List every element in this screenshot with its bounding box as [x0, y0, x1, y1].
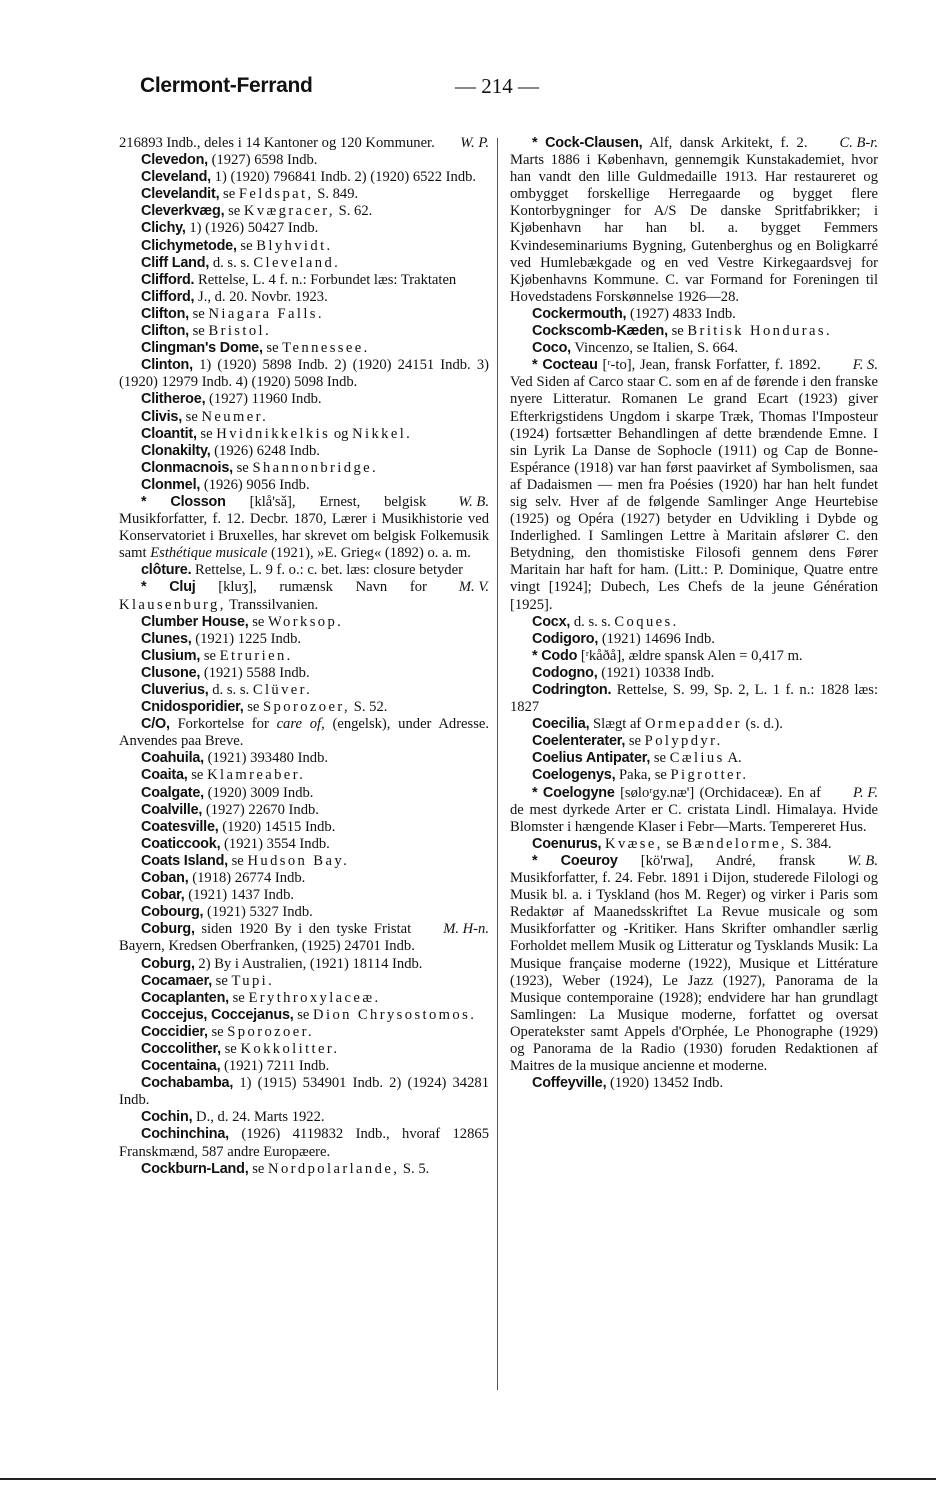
- entry-text: 216893 Indb., deles i 14 Kantoner og 120 Kommuner.: [119, 135, 435, 151]
- dictionary-entry: [119, 1126, 489, 1160]
- entry-text: (1926) 6248 Indb.: [214, 442, 320, 459]
- entry-reference: Cleveland.: [253, 254, 341, 271]
- dictionary-entry: [510, 767, 878, 784]
- entry-text: se: [224, 1040, 237, 1057]
- entry-reference: Clüver.: [252, 682, 313, 698]
- entry-headword: Coatesville,: [141, 818, 219, 835]
- entry-headword: Clifton,: [141, 305, 189, 322]
- dictionary-entry: [510, 716, 878, 733]
- dictionary-entry: [510, 1075, 878, 1092]
- entry-headword: Cobar,: [141, 887, 185, 904]
- dictionary-entry: [119, 699, 489, 716]
- entry-text: se: [192, 323, 205, 340]
- entry-text: se: [240, 237, 253, 254]
- entry-headword: Cocx,: [532, 613, 571, 630]
- entry-headword: * Cocteau: [532, 357, 598, 374]
- dictionary-entry: [119, 802, 489, 819]
- entry-headword: Clonakilty,: [141, 442, 211, 459]
- entry-headword: Coats Island,: [141, 852, 228, 869]
- dictionary-entry: [119, 990, 489, 1007]
- left-column: [119, 135, 489, 1178]
- dictionary-entry: [119, 238, 489, 255]
- entry-reference: Klausenburg,: [119, 596, 226, 613]
- entry-headword: C/O,: [141, 716, 170, 733]
- entry-reference: Erythroxylaceæ.: [248, 989, 381, 1006]
- entry-headword: Cliff Land,: [141, 254, 210, 271]
- entry-text: Vincenzo, se Italien, S. 664.: [574, 340, 739, 357]
- entry-headword: Cleverkvæg,: [141, 203, 225, 220]
- dictionary-entry: [510, 648, 878, 665]
- entry-text: se: [247, 699, 260, 716]
- entry-signature: P. F.: [852, 784, 878, 801]
- entry-text: (1927) 6598 Indb.: [211, 152, 318, 169]
- dictionary-entry: [510, 323, 878, 340]
- entry-text: (1920) 3009 Indb.: [207, 784, 314, 801]
- dictionary-entry: [119, 357, 489, 391]
- entry-reference: Coques.: [614, 613, 679, 630]
- entry-text: se: [628, 733, 642, 750]
- entry-text: se: [232, 989, 245, 1006]
- entry-text: d. s. s.: [573, 613, 611, 630]
- entry-headword: Cleveland,: [141, 169, 211, 186]
- dictionary-entry: [119, 665, 489, 682]
- entry-headword: Cobourg,: [141, 904, 204, 921]
- entry-headword: Coelius Antipater,: [532, 750, 651, 767]
- entry-text: (1926) 4119832 Indb., hvoraf 12865 Franskmænd, 587 andre Europæere.: [119, 1126, 489, 1160]
- dictionary-entry: [510, 135, 878, 306]
- dictionary-entry: [119, 272, 489, 289]
- entry-text: 1) (1915) 534901 Indb. 2) (1924) 34281 Indb.: [119, 1075, 489, 1109]
- entry-headword: Clingman's Dome,: [141, 340, 263, 357]
- dictionary-entry: [119, 921, 489, 955]
- dictionary-entry: [510, 614, 878, 631]
- entry-reference: Bændelorme,: [682, 835, 787, 852]
- entry-title: Esthétique musicale: [150, 545, 268, 562]
- entry-headword: Coban,: [141, 870, 189, 887]
- dictionary-entry: [119, 203, 489, 220]
- dictionary-entry: [119, 853, 489, 870]
- entry-headword: Codogno,: [532, 664, 598, 681]
- entry-reference: Tupi.: [231, 972, 275, 989]
- dictionary-entry: [119, 648, 489, 665]
- entry-text: 2) By i Australien, (1921) 18114 Indb.: [198, 955, 423, 972]
- entry-headword: Cocamaer,: [141, 972, 212, 989]
- dictionary-entry: [119, 477, 489, 494]
- page-header: [140, 74, 830, 108]
- dictionary-entry: [119, 956, 489, 973]
- entry-text: (1921) 393480 Indb.: [207, 750, 329, 767]
- entry-text: (1921) 5327 Indb.: [207, 904, 313, 921]
- entry-headword: Cluverius,: [141, 682, 209, 698]
- entry-reference: Kokkolitter.: [240, 1040, 340, 1057]
- right-column: [510, 135, 878, 1092]
- entry-signature: W. B.: [458, 493, 489, 510]
- dictionary-entry: [119, 306, 489, 323]
- entry-text: se: [191, 767, 204, 784]
- entry-text: (engelsk), under Adresse. Anvendes paa Breve.: [119, 716, 490, 750]
- entry-signature: M. H-n.: [443, 921, 489, 938]
- entry-text: Alf, dansk Arkitekt, f. 2. Marts 1886 i København, gennemgik Kunstakademiet, hvor han vandt den lille Guldmedaille 1913. Har restaureret og ombygget forskellige Herregaarde og bygget flere Kontorbygninger for A/S De danske Spritfabrikker; i Kjøbenhavn har han bl. a. bygget Femmers Kvindeseminariums Bygning, Gutenberghus og en Boligkarré ved Humlebækgade og en ved Vestre Kirkegaardsvej for Kjøbenhavns Kommune. C. var Formand for Foreningen til Hovedstadens Forskønnelse 1926—28.: [510, 135, 878, 305]
- entry-text: [søloʳgy.næ'] (Orchidaceæ). En af de mest dyrkede Arter er C. cristata Lindl. Himalaya. Hvide Blomster i hængende Klaser i Febr—Marts. Tempereret Hus.: [510, 784, 878, 835]
- entry-text: se: [653, 750, 667, 767]
- entry-text: [klå'sǎ], Ernest, belgisk Musikforfatter, f. 12. Decbr. 1870, Lærer i Musikhistorie ved Konservatoriet i Bruxelles, har skrevet om belgisk Folkemusik samt: [119, 493, 489, 562]
- entry-headword: * Cock-Clausen,: [532, 135, 643, 151]
- entry-reference: Polypdyr.: [644, 733, 723, 750]
- entry-text: se: [192, 305, 205, 322]
- entry-signature: C. B-r.: [839, 135, 878, 151]
- entry-reference: Ormepadder: [644, 716, 742, 733]
- entry-text: Slægt af: [593, 716, 642, 733]
- entry-text: (1921) 5588 Indb.: [203, 664, 310, 681]
- entry-text: se: [297, 1006, 310, 1023]
- dictionary-entry: [119, 426, 489, 443]
- entry-text: se: [231, 852, 244, 869]
- dictionary-entry: [510, 682, 878, 716]
- entry-headword: Cnidosporidier,: [141, 699, 244, 716]
- entry-text: (1921) 10338 Indb.: [601, 664, 715, 681]
- entry-reference: Britisk Honduras.: [687, 323, 832, 340]
- entry-headword: Coaita,: [141, 767, 188, 784]
- entry-text: [ʳ-to], Jean, fransk Forfatter, f. 1892. Ved Siden af Carco staar C. som en af de førende i den franske nyere Litteratur. Romanen Le grand Ecart (1923) giver Efterkrigstidens Ungdom i skarpe Træk, Thomas l'Imposteur (1924) fortsætter Behandlingen af dette brændende Emne. I sin Lyrik La Danse de Sophocle (1911) og Cap de Bonne-Espérance (1918) var han først paavirket af Symbolismen, saa af Dadaismen — men fra Poésies (1920) har han helt fundet sig selv. Hver af de følgende Samlinger Ange Heurtebise (1925) og Opéra (1927) betyder en Udvikling i Dybde og Inderlighed. I Samlingen Lettre à Maritain afslører C. den Betydning, den thomistiske Filosofi gennem dens Fører Maritain har haft for ham. (Litt.: P. Dominique, Quatre entre vingt [1924]; Dubech, Les Chefs de la jeune Génération [1925].: [510, 357, 878, 613]
- entry-text: (1921) 1225 Indb.: [195, 630, 302, 647]
- entry-text: S. 62.: [338, 203, 373, 220]
- entry-headword: Coalville,: [141, 801, 203, 818]
- entry-reference: Hudson Bay.: [247, 852, 350, 869]
- entry-headword: Clifford.: [141, 271, 195, 288]
- entry-reference: Sporozoer.: [227, 1023, 315, 1040]
- dictionary-entry: [510, 631, 878, 648]
- entry-headword: Coffeyville,: [532, 1075, 607, 1092]
- entry-reference: Nordpolarlande,: [268, 1160, 400, 1177]
- dictionary-entry: [119, 323, 489, 340]
- dictionary-entry: [119, 169, 489, 186]
- dictionary-entry: [119, 186, 489, 203]
- entry-headword: Clumber House,: [141, 613, 249, 630]
- dictionary-entry: [119, 1161, 489, 1178]
- dictionary-entry: [510, 665, 878, 682]
- entry-text: Rettelse, L. 4 f. n.: Forbundet læs: Traktaten: [198, 271, 457, 288]
- entry-text: [kö'rwa], André, fransk Musikforfatter, f. 24. Febr. 1891 i Dijon, studerede Filologi og Musik bl. a. i Tyskland (hos M. Reger) og virker i Paris som Redaktør af Maanedsskriftet La Revue musicale og som Musikforfatter og -Kritiker. Hans Skrifter omhandler særlig Forholdet mellem Musik og Litteratur og Tysklands Musik: La Musique française moderne (1922), Musique et Littérature (1923), Weber (1924), Le Jazz (1927), Panorama de la Musique contemporaine (1928); endvidere har han grundlagt Samlingen: La Musique moderne, forfattet og oversat Operatekster samt Appels d'Orphée, Le Phonographe (1929) og Panorama de la Radio (1930) foruden Redaktionen af Maitres de la musique ancienne et moderne.: [510, 852, 878, 1075]
- entry-reference: Dion Chrysostomos.: [313, 1006, 477, 1023]
- entry-headword: Coahuila,: [141, 750, 204, 767]
- entry-text: Forkortelse for: [177, 716, 269, 733]
- entry-text: d. s. s.: [212, 682, 250, 698]
- entry-headword: Clivis,: [141, 408, 182, 425]
- entry-headword: Coecilia,: [532, 716, 590, 733]
- entry-headword: Coelogenys,: [532, 767, 616, 784]
- entry-headword: Coaticcook,: [141, 835, 221, 852]
- entry-reference: Niagara Falls.: [208, 305, 324, 322]
- dictionary-entry: [119, 819, 489, 836]
- running-head: Clermont-Ferrand: [140, 74, 313, 97]
- entry-reference: Nikkel.: [352, 425, 413, 442]
- entry-text: (1920) 13452 Indb.: [610, 1075, 724, 1092]
- dictionary-entry: [510, 785, 878, 836]
- dictionary-entry: [119, 767, 489, 784]
- entry-text: S. 384.: [790, 835, 832, 852]
- entry-title: care of,: [276, 716, 325, 733]
- entry-headword: Cocentaina,: [141, 1058, 221, 1075]
- entry-reference: Cælius: [669, 750, 725, 767]
- entry-reference: Worksop.: [268, 613, 344, 630]
- entry-text: 1) (1926) 50427 Indb.: [189, 220, 319, 237]
- page-bottom-rule: [0, 1478, 936, 1480]
- entry-text: (1927) 4833 Indb.: [630, 305, 736, 322]
- dictionary-entry: [119, 750, 489, 767]
- dictionary-entry: [510, 836, 878, 853]
- entry-reference: Kvæse,: [605, 835, 663, 852]
- entry-text: (1918) 26774 Indb.: [192, 870, 306, 887]
- entry-headword: Cochin,: [141, 1109, 193, 1126]
- entry-headword: Clunes,: [141, 630, 192, 647]
- entry-signature: W. B.: [847, 852, 878, 869]
- page-number: — 214 —: [455, 74, 539, 98]
- entry-text: S. 849.: [317, 186, 359, 203]
- dictionary-entry: [119, 340, 489, 357]
- dictionary-entry: [119, 409, 489, 426]
- dictionary-entry: [119, 716, 489, 750]
- entry-headword: Clinton,: [141, 357, 193, 374]
- entry-signature: F. S.: [852, 357, 878, 374]
- dictionary-entry: [119, 682, 489, 699]
- entry-text: (1921) 3554 Indb.: [224, 835, 330, 852]
- entry-text: se: [211, 1023, 224, 1040]
- entry-headword: Clifton,: [141, 323, 189, 340]
- entry-headword: Cocaplanten,: [141, 989, 229, 1006]
- entry-text: se: [228, 203, 241, 220]
- dictionary-entry: [119, 460, 489, 477]
- entry-headword: Clusone,: [141, 664, 201, 681]
- dictionary-entry: [510, 306, 878, 323]
- entry-headword: Cockscomb-Kæden,: [532, 323, 668, 340]
- entry-signature: W. P.: [460, 135, 489, 151]
- entry-reference: Feldspat,: [238, 186, 314, 203]
- dictionary-entry: [119, 289, 489, 306]
- dictionary-entry: [119, 562, 489, 579]
- dictionary-entry: [119, 785, 489, 802]
- dictionary-entry: [119, 973, 489, 990]
- entry-text: Rettelse, S. 99, Sp. 2, L. 1 f. n.: 1828 læs: 1827: [510, 682, 878, 716]
- dictionary-entry: [119, 1075, 489, 1109]
- entry-text: se: [266, 340, 279, 357]
- column-divider: [497, 138, 498, 1390]
- dictionary-entry: [119, 255, 489, 272]
- entry-text: (1926) 9056 Indb.: [203, 476, 310, 493]
- dictionary-entry: [510, 340, 878, 357]
- entry-headword: Clevelandit,: [141, 186, 220, 203]
- entry-headword: Clitheroe,: [141, 391, 206, 408]
- entry-headword: Cochinchina,: [141, 1126, 229, 1143]
- dictionary-entry: [119, 631, 489, 648]
- dictionary-entry: [119, 443, 489, 460]
- entry-text: S. 52.: [353, 699, 388, 716]
- entry-reference: Neumer.: [201, 408, 269, 425]
- entry-text: [kluʒ], rumænsk Navn for: [218, 579, 427, 596]
- dictionary-entry: [510, 750, 878, 767]
- entry-text: se: [252, 613, 265, 630]
- entry-reference: Tennessee.: [282, 340, 370, 357]
- entry-text: J., d. 20. Novbr. 1923.: [198, 288, 328, 305]
- dictionary-entry: [119, 1041, 489, 1058]
- entry-reference: Etrurien.: [219, 647, 293, 664]
- entry-headword: Coelenterater,: [532, 733, 626, 750]
- dictionary-entry: [119, 614, 489, 631]
- entry-text: (1921), »E. Grieg« (1892) o. a. m.: [271, 545, 471, 562]
- entry-headword: Cloantit,: [141, 425, 197, 442]
- entry-text: se: [185, 408, 198, 425]
- dictionary-entry: [119, 904, 489, 921]
- dictionary-entry: [119, 870, 489, 887]
- entry-headword: * Closson: [141, 493, 226, 510]
- entry-signature: M. V.: [458, 579, 489, 596]
- entry-text: [ʳkåðå], ældre spansk Alen = 0,417 m.: [580, 647, 803, 664]
- entry-text: 1) (1920) 796841 Indb. 2) (1920) 6522 Indb.: [214, 169, 477, 186]
- entry-text: se: [666, 835, 679, 852]
- entry-headword: Codrington.: [532, 682, 612, 698]
- entry-headword: Clusium,: [141, 647, 201, 664]
- dictionary-entry: [119, 1109, 489, 1126]
- entry-text: og: [333, 425, 349, 442]
- entry-text: A.: [727, 750, 742, 767]
- entry-headword: Coalgate,: [141, 784, 204, 801]
- entry-headword: Coburg,: [141, 955, 195, 972]
- entry-text: (1920) 14515 Indb.: [222, 818, 336, 835]
- entry-headword: Coccidier,: [141, 1023, 208, 1040]
- entry-reference: Kvægracer,: [243, 203, 335, 220]
- entry-text: se: [252, 1160, 265, 1177]
- entry-headword: Coco,: [532, 340, 571, 357]
- entry-headword: Coburg,: [141, 921, 195, 938]
- dictionary-entry: [510, 733, 878, 750]
- entry-text: Transsilvanien.: [229, 596, 319, 613]
- dictionary-entry: [119, 1024, 489, 1041]
- dictionary-entry: [510, 853, 878, 1075]
- entry-text: D., d. 24. Marts 1922.: [196, 1109, 325, 1126]
- dictionary-entry: [119, 135, 489, 152]
- entry-text: (1921) 14696 Indb.: [601, 630, 715, 647]
- entry-headword: Cockburn-Land,: [141, 1160, 249, 1177]
- entry-headword: Coccejus, Coccejanus,: [141, 1006, 294, 1023]
- entry-headword: Coenurus,: [532, 835, 602, 852]
- entry-reference: Pigrotter.: [670, 767, 749, 784]
- entry-text: d. s. s.: [212, 254, 250, 271]
- entry-text: (s. d.).: [745, 716, 783, 733]
- entry-reference: Hvidnikkelkis: [216, 425, 331, 442]
- dictionary-entry: [119, 152, 489, 169]
- entry-reference: Blyhvidt.: [256, 237, 333, 254]
- entry-reference: Klamreaber.: [207, 767, 306, 784]
- entry-headword: Codigoro,: [532, 630, 599, 647]
- entry-text: 1) (1920) 5898 Indb. 2) (1920) 24151 Indb. 3) (1920) 12979 Indb. 4) (1920) 5098 Indb.: [119, 357, 489, 391]
- entry-headword: Clifford,: [141, 288, 195, 305]
- entry-text: se: [236, 459, 249, 476]
- entry-text: se: [200, 425, 213, 442]
- entry-text: se: [223, 186, 236, 203]
- entry-text: Paka, se: [619, 767, 667, 784]
- entry-headword: * Cluj: [141, 579, 196, 596]
- entry-text: (1927) 11960 Indb.: [209, 391, 322, 408]
- entry-text: (1921) 7211 Indb.: [224, 1058, 330, 1075]
- entry-headword: Clonmacnois,: [141, 459, 233, 476]
- entry-text: se: [203, 647, 216, 664]
- entry-text: se: [215, 972, 228, 989]
- dictionary-entry: [119, 579, 489, 613]
- entry-headword: Clevedon,: [141, 152, 208, 169]
- entry-headword: Clonmel,: [141, 476, 201, 493]
- entry-reference: Sporozoer,: [263, 699, 351, 716]
- entry-text: (1927) 22670 Indb.: [205, 801, 319, 818]
- entry-text: Rettelse, L. 9 f. o.: c. bet. læs: closure betyder: [195, 562, 463, 579]
- entry-reference: Shannonbridge.: [252, 459, 379, 476]
- entry-text: se: [671, 323, 684, 340]
- dictionary-entry: [510, 357, 878, 613]
- dictionary-entry: [119, 1007, 489, 1024]
- entry-text: (1921) 1437 Indb.: [188, 887, 295, 904]
- entry-headword: clôture.: [141, 562, 192, 579]
- entry-headword: * Codo: [532, 647, 578, 664]
- dictionary-entry: [119, 494, 489, 562]
- entry-headword: * Coeuroy: [532, 852, 618, 869]
- entry-headword: * Coelogyne: [532, 784, 615, 801]
- dictionary-entry: [119, 887, 489, 904]
- entry-text: siden 1920 By i den tyske Fristat Bayern, Kredsen Oberfranken, (1925) 24701 Indb.: [119, 921, 415, 955]
- entry-headword: Cockermouth,: [532, 305, 627, 322]
- dictionary-entry: [119, 1058, 489, 1075]
- entry-headword: Clichy,: [141, 220, 186, 237]
- dictionary-entry: [119, 220, 489, 237]
- dictionary-entry: [119, 836, 489, 853]
- entry-reference: Bristol.: [208, 323, 272, 340]
- entry-headword: Clichymetode,: [141, 237, 237, 254]
- dictionary-entry: [119, 391, 489, 408]
- entry-text: S. 5.: [402, 1160, 430, 1177]
- entry-headword: Cochabamba,: [141, 1075, 234, 1092]
- entry-headword: Coccolither,: [141, 1040, 221, 1057]
